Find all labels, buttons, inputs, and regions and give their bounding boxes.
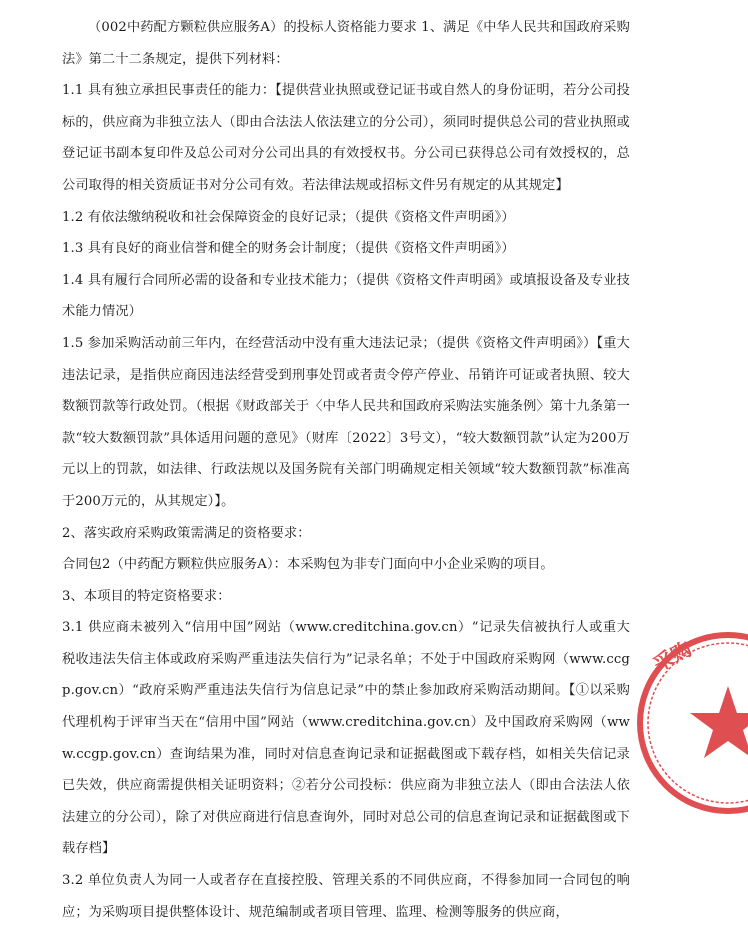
requirement-1-1: 1.1 具有独立承担民事责任的能力：【提供营业执照或登记证书或自然人的身份证明，若分公司投标的，供应商为非独立法人（即由合法法人依法建立的分公司），须同时提供总公司的营业执照或登记证书副本复印件及总公司对分公司出具的有效授权书。分公司已获得总公司有效授权的，总公司取得的相关资质证书对分公司有效。若法律法规或招标文件另有规定的从其规定】 — [62, 83, 630, 193]
requirement-1-3: 1.3 具有良好的商业信誉和健全的财务会计制度；（提供《资格文件声明函》） — [62, 241, 515, 257]
requirement-1-4: 1.4 具有履行合同所必需的设备和专业技术能力；（提供《资格文件声明函》或填报设备及专业技术能力情况） — [62, 272, 630, 320]
section-2-heading: 2、落实政府采购政策需满足的资格要求： — [62, 525, 311, 541]
intro-paragraph: （002中药配方颗粒供应服务A）的投标人资格能力要求 1、满足《中华人民共和国政府采购法》第二十二条规定，提供下列材料： — [62, 20, 630, 67]
requirement-1-5: 1.5 参加采购活动前三年内，在经营活动中没有重大违法记录；（提供《资格文件声明函》）【重大违法记录，是指供应商因违法经营受到刑事处罚或者责令停产停业、吊销许可证或者执照、较大数额罚款等行政处罚。（根据《财政部关于〈中华人民共和国政府采购法实施条例〉第十九条第一款“较大数额罚款”具体适用问题的意见》（财库〔2022〕3号文），“较大数额罚款”认定为200万元以上的罚款，如法律、行政法规以及国务院有关部门明确规定相关领域“较大数额罚款”标准高于200万元的，从其规定）】。 — [62, 335, 630, 509]
official-seal-stamp — [628, 628, 748, 818]
requirement-3-2: 3.2 单位负责人为同一人或者存在直接控股、管理关系的不同供应商，不得参加同一合同包的响应；为采购项目提供整体设计、规范编制或者项目管理、监理、检测等服务的供应商， — [62, 873, 630, 920]
seal-star-icon — [690, 686, 748, 758]
contract-package-2: 合同包2（中药配方颗粒供应服务A）：本采购包为非专门面向中小企业采购的项目。 — [62, 557, 554, 573]
document-body — [62, 12, 630, 928]
seal-text: 采购 — [649, 636, 696, 677]
requirement-3-1: 3.1 供应商未被列入“信用中国”网站（www.creditchina.gov.cn）“记录失信被执行人或重大税收违法失信主体或政府采购严重违法失信行为”记录名单；不处于中国政府采购网（www.ccgp.gov.cn）“政府采购严重违法失信行为信息记录”中的禁止参加政府采购活动期间。【①以采购代理机构于评审当天在“信用中国”网站（www.creditchina.gov.cn）及中国政府采购网（www.ccgp.gov.cn）查询结果为准，同时对信息查询记录和证据截图或下载存档，如相关失信记录已失效，供应商需提供相关证明资料；②若分公司投标：供应商为非独立法人（即由合法法人依法建立的分公司），除了对供应商进行信息查询外，同时对总公司的信息查询记录和证据截图或下载存档】 — [62, 620, 630, 857]
section-3-heading: 3、本项目的特定资格要求： — [62, 588, 231, 604]
requirement-1-2: 1.2 有依法缴纳税收和社会保障资金的良好记录；（提供《资格文件声明函》） — [62, 209, 515, 225]
